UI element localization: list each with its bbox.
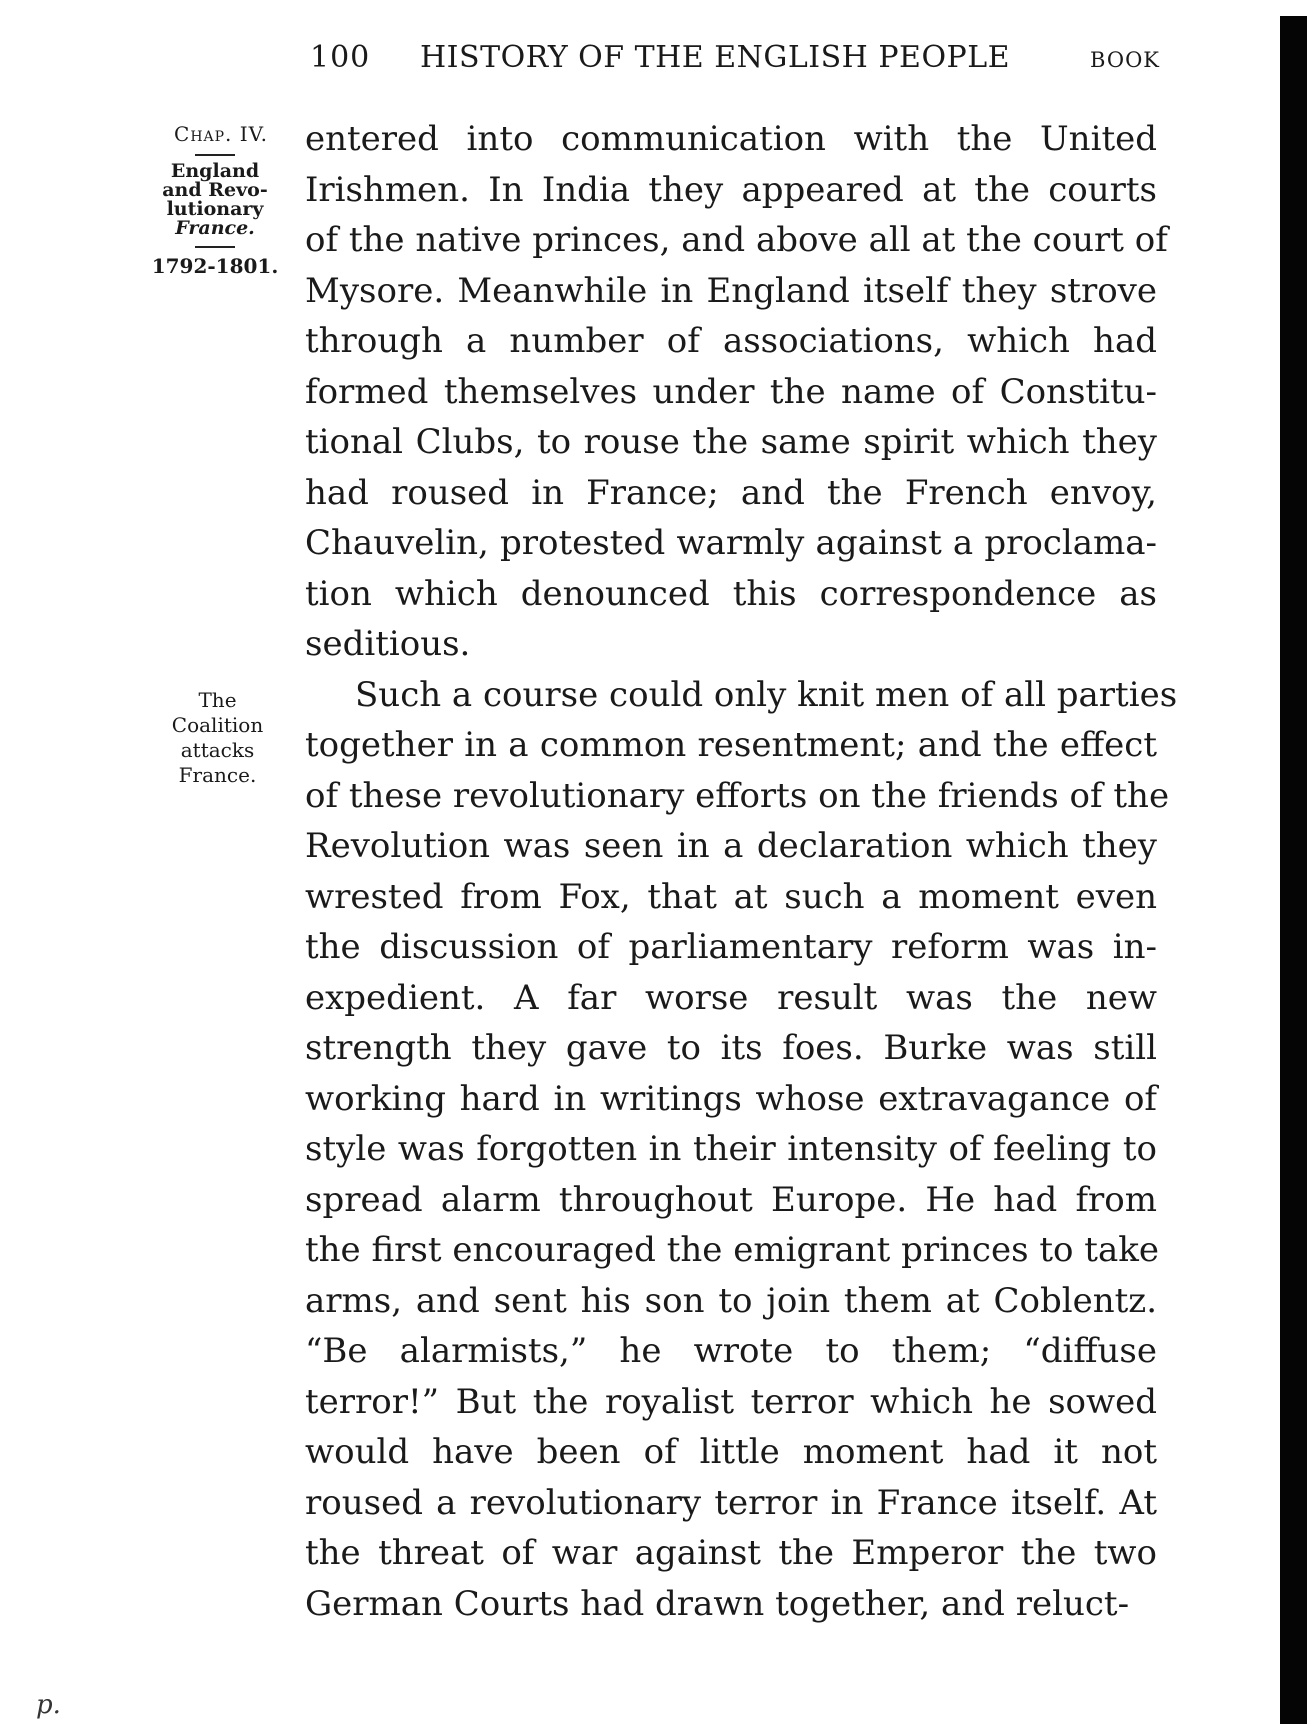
sidenote-rule: [195, 246, 235, 248]
text-line: of the native princes, and above all at the court of: [305, 220, 1168, 260]
sidenote-line: The: [198, 688, 237, 712]
running-header: [300, 40, 1160, 84]
text-line: “Be alarmists,” he wrote to them; “diffuse: [305, 1331, 1157, 1371]
sidenote-coalition: [155, 688, 280, 788]
sidenote-dates: 1792-1801.: [151, 254, 279, 278]
text-line: terror!” But the royalist terror which he sowed: [305, 1381, 1157, 1422]
text-line: of these revolutionary efforts on the friends of the: [305, 775, 1170, 816]
text-line: the discussion of parliamentary reform was in-: [305, 927, 1157, 967]
text-line: strength they gave to its foes. Burke was still: [305, 1028, 1157, 1068]
text-line: roused a revolutionary terror in France itself. At: [305, 1482, 1157, 1523]
sidenote-heading-line: England: [170, 160, 260, 182]
sidenote-line: attacks: [180, 738, 255, 762]
book-label: BOOK: [1090, 48, 1160, 72]
text-line: arms, and sent his son to join them at Coblentz.: [305, 1280, 1157, 1321]
text-line: together in a common resentment; and the effect: [305, 725, 1157, 765]
text-line: tion which denounced this correspondence as: [305, 573, 1157, 614]
body-text: [305, 114, 1178, 1629]
text-line: would have been of little moment had it not: [305, 1432, 1157, 1472]
sidenote-line: France.: [178, 763, 257, 787]
text-line: formed themselves under the name of Constitu-: [305, 371, 1157, 412]
text-line: wrested from Fox, that at such a moment even: [305, 876, 1157, 917]
page-number: 100: [310, 40, 371, 75]
marginal-mark: p.: [36, 1690, 61, 1720]
sidenote-chapter-block: [150, 122, 280, 278]
page-edge-shadow: [1280, 16, 1307, 1724]
running-title: HISTORY OF THE ENGLISH PEOPLE: [420, 40, 1011, 75]
text-line: expedient. A far worse result was the new: [305, 977, 1157, 1018]
text-line: style was forgotten in their intensity of feeling to: [305, 1129, 1157, 1169]
text-line: spread alarm throughout Europe. He had from: [305, 1179, 1157, 1220]
text-line: the first encouraged the emigrant princes to take: [305, 1230, 1159, 1270]
text-line: tional Clubs, to rouse the same spirit which they: [305, 422, 1157, 462]
text-line: entered into communication with the United: [305, 119, 1157, 159]
text-line: working hard in writings whose extravagance of: [305, 1078, 1157, 1119]
text-line: Mysore. Meanwhile in England itself they strove: [305, 270, 1157, 311]
text-line: had roused in France; and the French envoy,: [305, 472, 1157, 513]
text-line: Such a course could only knit men of all parties: [355, 674, 1178, 715]
chapter-label: Chap. IV.: [174, 122, 268, 146]
text-line: Chauvelin, protested warmly against a proclama-: [305, 523, 1157, 563]
text-line: German Courts had drawn together, and reluct-: [305, 1583, 1130, 1624]
text-line: through a number of associations, which had: [305, 321, 1157, 361]
sidenote-heading-line: France.: [175, 217, 255, 239]
sidenote-line: Coalition: [171, 713, 264, 737]
sidenote-rule: [195, 154, 235, 156]
text-line: Revolution was seen in a declaration which they: [305, 826, 1157, 866]
text-line: seditious.: [305, 624, 471, 664]
sidenote-heading-line: and Revo-: [162, 179, 268, 201]
sidenote-heading: [150, 162, 280, 238]
text-line: the threat of war against the Emperor the two: [305, 1533, 1157, 1573]
sidenote-heading-line: lutionary: [166, 198, 264, 220]
text-line: Irishmen. In India they appeared at the courts: [305, 169, 1157, 210]
